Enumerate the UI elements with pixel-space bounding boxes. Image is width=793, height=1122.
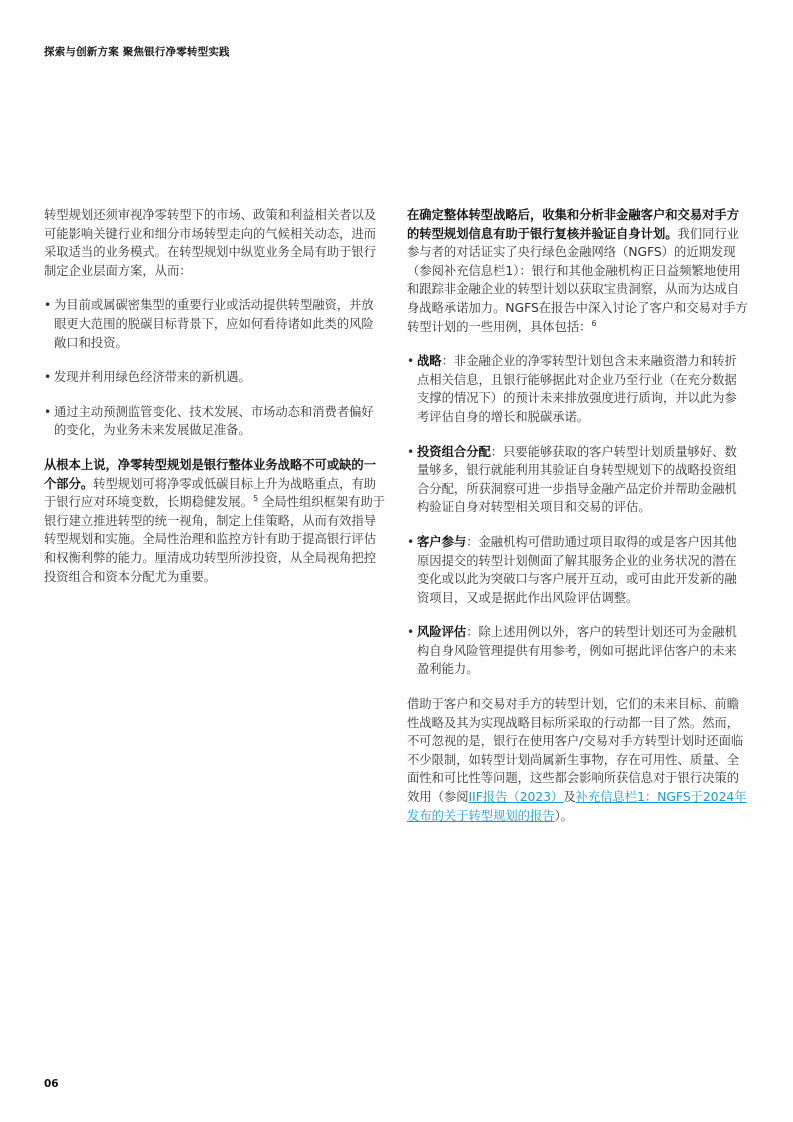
- footnote-ref: 6: [591, 318, 597, 328]
- client-plans-text: 我们同行业参与者的对话证实了央行绿色金融网络（NGFS）的近期发现（参阅补充信息栏1）：银行和其他金融机构正日益频繁地使用和跟踪非金融企业的转型计划以获取宝贵洞察，从而为达成自身战略承诺加力。NGFS在报告中深入讨论了客户和交易对手方转型计划的一些用例，具体包括：: [407, 226, 748, 334]
- iif-report-link[interactable]: IIF报告（2023）: [468, 790, 564, 805]
- list-item: [407, 623, 749, 679]
- list-item-label: 客户参与: [417, 534, 467, 549]
- strategy-lead: 从根本上说，净零转型规划是银行整体业务战略不可或缺的一个部分。: [44, 457, 377, 491]
- client-plans-lead: 在确定整体转型战略后，收集和分析非金融客户和交易对手方的转型规划信息有助于银行复核并验证自身计划。: [407, 208, 740, 241]
- right-column: [407, 206, 749, 841]
- strategy-text: 转型规划可将净零或低碳目标上升为战略重点，有助于银行应对环境变数，长期稳健发展。: [44, 476, 377, 510]
- intro-paragraph: 转型规划还须审视净零转型下的市场、政策和利益相关者以及可能影响关键行业和细分市场转型走向的气候相关动态，进而采取适当的业务模式。在转型规划中纵览业务全局有助于银行制定企业层面方案，从而：: [44, 208, 377, 278]
- strategy-paragraph: [44, 456, 386, 586]
- list-item: [407, 533, 749, 607]
- list-item-text: ：除上述用例以外，客户的转型计划还可为金融机构自身风险管理提供有用参考，例如可据此评估客户的未来盈利能力。: [417, 625, 737, 677]
- limitations-end: ）。: [554, 808, 574, 823]
- page-number: 06: [44, 1078, 59, 1090]
- list-item-text: ：只要能够获取的客户转型计划质量够好、数量够多，银行就能利用其验证自身转型规划下的战略投资组合分配，所获洞察可进一步指导金融产品定价并帮助金融机构验证自身对转型相关项目和交易的评估。: [417, 444, 737, 515]
- left-column: [44, 206, 386, 602]
- list-item: • 发现并利用绿色经济带来的新机遇。: [44, 368, 386, 387]
- strategy-text-cont: 全局性组织框架有助于银行建立推进转型的统一视角，制定上佳策略，从而有效指导转型规划和实施。全局性治理和监控方针有助于提高银行评估和权衡利弊的能力。厘清成功转型所涉投资，从全局视角把控投资组合和资本分配尤为重要。: [44, 495, 386, 584]
- running-header: 探索与创新方案 聚焦银行净零转型实践: [44, 46, 230, 58]
- list-item-label: 战略: [417, 354, 442, 369]
- list-item: • 通过主动预测监管变化、技术发展、市场动态和消费者偏好的变化，为业务未来发展做足准备。: [44, 403, 386, 440]
- client-plans-paragraph: [407, 206, 749, 336]
- list-item-label: 投资组合分配: [417, 444, 491, 459]
- list-item-text: ：非金融企业的净零转型计划包含未来融资潜力和转折点相关信息，且银行能够据此对企业乃至行业（在充分数据支撑的情况下）的预计未来排放强度进行质询，并以此为参考评估自身的增长和脱碳承诺。: [417, 354, 737, 424]
- limitations-mid: 及: [563, 790, 576, 805]
- list-item: • 为目前或属碳密集型的重要行业或活动提供转型融资，并放眼更大范围的脱碳目标背景下，应如何看待诸如此类的风险敞口和投资。: [44, 296, 386, 352]
- list-item-text: ：金融机构可借助通过项目取得的或是客户因其他原因提交的转型计划侧面了解其服务企业的业务状况的潜在变化或以此为突破口与客户展开互动，或可由此开发新的融资项目，又或是据此作出风险评估调整。: [417, 534, 737, 605]
- list-item-label: 风险评估: [417, 625, 467, 640]
- list-item: [407, 443, 749, 517]
- footnote-ref: 5: [253, 494, 259, 504]
- limitations-paragraph: [407, 695, 749, 825]
- limitations-text: 借助于客户和交易对手方的转型计划，它们的未来目标、前瞻性战略及其为实现战略目标所采取的行动都一目了然。然而，不可忽视的是，银行在使用客户/交易对手方转型计划时还面临不少限制，如转型计划尚属新生事物，存在可用性、质量、全面性和可比性等问题，这些都会影响所获信息对于银行决策的效用（参阅: [407, 697, 744, 805]
- info-box-1-link[interactable]: 补充信息栏1：NGFS于2024年发布的关于转型规划的报告: [407, 790, 747, 823]
- list-item: [407, 352, 749, 426]
